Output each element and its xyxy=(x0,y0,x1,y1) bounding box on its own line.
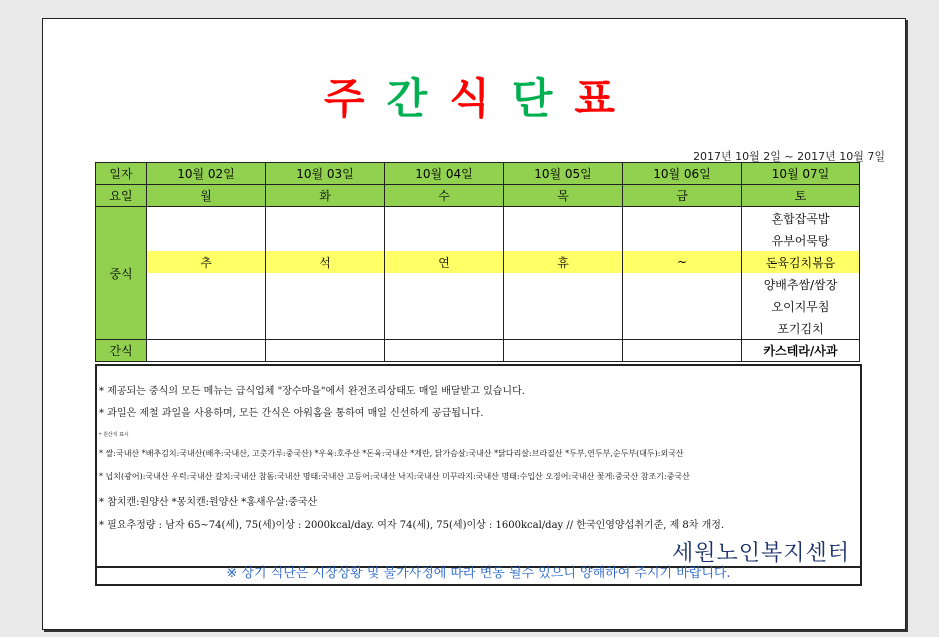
holiday-cell: ~ xyxy=(623,251,742,273)
snack-cell xyxy=(385,340,504,362)
weekly-menu-table xyxy=(95,162,860,362)
weekday-cell: 토 xyxy=(742,185,860,207)
title-char: 식 xyxy=(449,74,490,123)
date-cell: 10월 02일 xyxy=(147,163,266,185)
menu-item: 오이지무침 xyxy=(742,295,860,317)
menu-cell xyxy=(266,273,385,340)
menu-cell xyxy=(266,207,385,252)
menu-cell xyxy=(623,207,742,252)
date-cell: 10월 04일 xyxy=(385,163,504,185)
menu-item: 양배추쌈/쌈장 xyxy=(742,273,860,295)
date-label: 일자 xyxy=(96,163,147,185)
menu-cell xyxy=(385,207,504,252)
date-cell: 10월 03일 xyxy=(266,163,385,185)
weekday-label: 요일 xyxy=(96,185,147,207)
holiday-cell: 연 xyxy=(385,251,504,273)
note-line: * 필요추정량 : 남자 65~74(세), 75(세)이상 : 2000kcal/day. 여자 74(세), 75(세)이상 : 1600kcal/day // 한국인영양섭취기준, 제 8차 개정. xyxy=(99,520,725,531)
lunch-row xyxy=(96,207,860,230)
notes-box xyxy=(95,364,862,568)
snack-row xyxy=(96,340,860,362)
weekday-cell: 목 xyxy=(504,185,623,207)
menu-cell xyxy=(147,207,266,252)
note-line: * 제공되는 중식의 모든 메뉴는 급식업체 "장수마을"에서 완전조리상태도 매일 배달받고 있습니다. xyxy=(99,386,525,397)
date-cell: 10월 06일 xyxy=(623,163,742,185)
footer-notice: ※ 상기 식단은 시장상황 및 물가사정에 따라 변동 될수 있으니 양해하여 주시기 바랍니다. xyxy=(95,564,862,586)
date-range: 2017년 10월 2일 ~ 2017년 10월 7일 xyxy=(693,150,885,163)
note-line: * 원산지 표시 xyxy=(99,432,129,438)
weekday-cell: 금 xyxy=(623,185,742,207)
menu-cell xyxy=(623,273,742,340)
date-cell: 10월 07일 xyxy=(742,163,860,185)
weekday-cell: 화 xyxy=(266,185,385,207)
holiday-cell: 휴 xyxy=(504,251,623,273)
menu-cell xyxy=(385,273,504,340)
title-char: 단 xyxy=(511,74,553,123)
lunch-row xyxy=(96,273,860,295)
menu-item: 유부어묵탕 xyxy=(742,229,860,251)
menu-cell xyxy=(147,273,266,340)
menu-cell xyxy=(504,207,623,252)
note-line: * 넙치(광어):국내산 우럭:국내산 갈치:국내산 참돔:국내산 명태:국내산 고등어:국내산 낙지:국내산 미꾸라지:국내산 명태:수입산 오징어:국내산 꽃게:중국산 참조기:중국산 xyxy=(99,472,690,481)
snack-cell: 카스테라/사과 xyxy=(742,340,860,362)
menu-item: 포기김치 xyxy=(742,317,860,340)
snack-label: 간식 xyxy=(96,340,147,362)
highlight-row xyxy=(96,251,860,273)
note-line: * 쌀:국내산 *배추김치:국내산(배추:국내산, 고춧가루:중국산) *우육:호주산 *돈육:국내산 *계란, 닭가슴살:국내산 *닭다리살:브라질산 *두부,연두부,순두부(대두):외국산 xyxy=(99,449,684,458)
snack-cell xyxy=(147,340,266,362)
note-line: * 참치캔:원양산 *몽치캔:원양산 *홍새우살:중국산 xyxy=(99,497,318,508)
lunch-label: 중식 xyxy=(96,207,147,340)
snack-cell xyxy=(266,340,385,362)
snack-cell xyxy=(504,340,623,362)
weekday-cell: 월 xyxy=(147,185,266,207)
holiday-cell: 추 xyxy=(147,251,266,273)
date-row xyxy=(96,163,860,185)
date-cell: 10월 05일 xyxy=(504,163,623,185)
weekday-cell: 수 xyxy=(385,185,504,207)
menu-cell xyxy=(504,273,623,340)
title-char: 표 xyxy=(574,74,615,123)
title-char: 간 xyxy=(386,74,428,123)
page-title xyxy=(0,66,939,126)
title-char: 주 xyxy=(324,74,365,123)
holiday-cell: 석 xyxy=(266,251,385,273)
snack-cell xyxy=(623,340,742,362)
menu-item: 혼합잡곡밥 xyxy=(742,207,860,230)
note-line: * 과일은 제철 과일을 사용하며, 모든 간식은 아워홈을 통하여 매일 신선하게 공급됩니다. xyxy=(99,408,484,419)
menu-item: 돈육김치볶음 xyxy=(742,251,860,273)
center-name: 세원노인복지센터 xyxy=(671,541,850,566)
weekday-row xyxy=(96,185,860,207)
